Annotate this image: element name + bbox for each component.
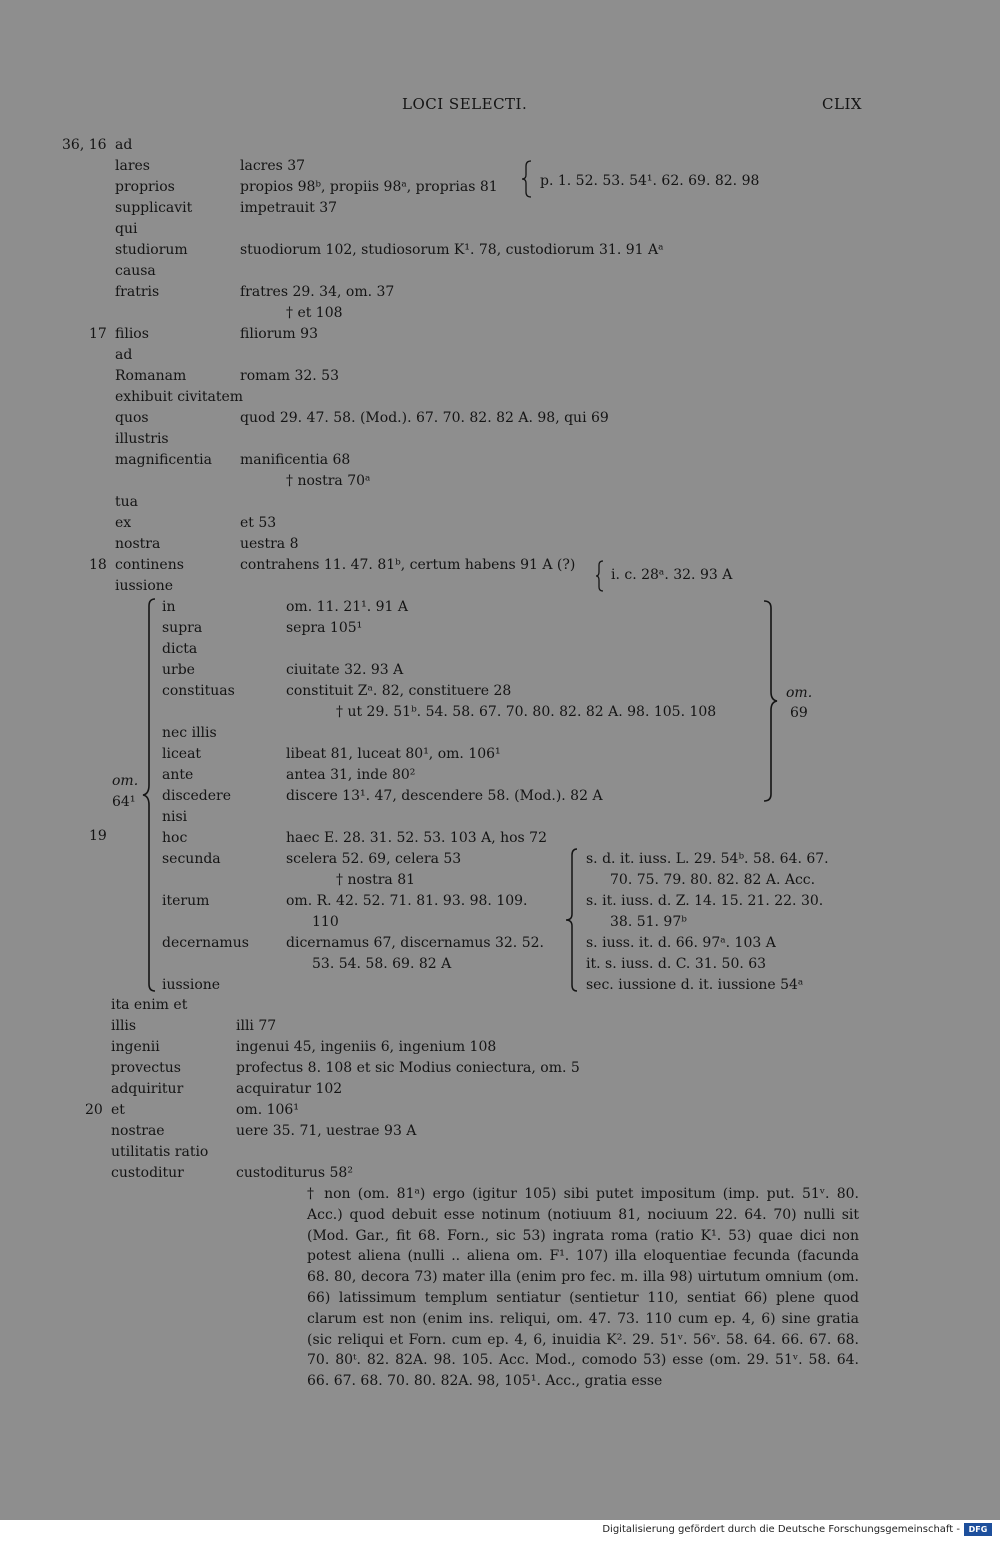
lemma: iussione — [115, 578, 174, 594]
variant: om. 11. 21¹. 91 A — [286, 599, 409, 615]
left-brace — [140, 598, 158, 992]
variant: quod 29. 47. 58. (Mod.). 67. 70. 82. 82 A. 98, qui 69 — [240, 410, 609, 426]
lemma: in — [162, 599, 176, 615]
order-note: s. iuss. it. d. 66. 97ᵃ. 103 A — [586, 935, 776, 951]
lemma: hoc — [162, 830, 188, 846]
lemma: discedere — [162, 788, 231, 804]
variant: stuodiorum 102, studiosorum K¹. 78, custodiorum 31. 91 Aᵃ — [240, 242, 664, 258]
lemma: nisi — [162, 809, 188, 825]
page-number: CLIX — [822, 95, 863, 113]
lemma: decernamus — [162, 935, 249, 951]
brace-contrahens — [594, 560, 606, 592]
side-note-left: om. — [112, 773, 139, 789]
variant: sepra 105¹ — [286, 620, 363, 636]
variant: illi 77 — [236, 1018, 277, 1034]
variant: om. R. 42. 52. 71. 81. 93. 98. 109. — [286, 893, 528, 909]
lemma: liceat — [162, 746, 202, 762]
variant: † nostra 81 — [336, 872, 416, 888]
lemma: Romanam — [115, 368, 187, 384]
lemma: filios — [115, 326, 149, 342]
variant: haec E. 28. 31. 52. 53. 103 A, hos 72 — [286, 830, 547, 846]
line-number: 19 — [89, 828, 107, 844]
variant: antea 31, inde 80² — [286, 767, 416, 783]
inner-brace — [564, 848, 580, 992]
lemma: ita enim et — [111, 997, 188, 1013]
variant: acquiratur 102 — [236, 1081, 343, 1097]
brace-note: p. 1. 52. 53. 54¹. 62. 69. 82. 98 — [540, 173, 760, 189]
brace-note: i. c. 28ᵃ. 32. 93 A — [611, 567, 733, 583]
right-bracket — [762, 600, 780, 802]
line-number: 18 — [89, 557, 107, 573]
footer-bar — [0, 1520, 1000, 1541]
lemma: ante — [162, 767, 194, 783]
variant: scelera 52. 69, celera 53 — [286, 851, 462, 867]
variant: ciuitate 32. 93 A — [286, 662, 404, 678]
variant: † nostra 70ᵃ — [286, 473, 371, 489]
variant: constituit Zᵃ. 82, constituere 28 — [286, 683, 512, 699]
variant: † et 108 — [286, 305, 343, 321]
variant: libeat 81, luceat 80¹, om. 106¹ — [286, 746, 501, 762]
variant: ingenui 45, ingeniis 6, ingenium 108 — [236, 1039, 497, 1055]
lemma: magnificentia — [115, 452, 213, 468]
lemma: qui — [115, 221, 138, 237]
lemma: quos — [115, 410, 149, 426]
variant: impetrauit 37 — [240, 200, 338, 216]
line-number: 20 — [85, 1102, 103, 1118]
lemma: causa — [115, 263, 156, 279]
variant-paragraph: † non (om. 81ᵃ) ergo (igitur 105) sibi putet impositum (imp. put. 51ᵛ. 80. Acc.) quod debuit esse notinum (notiuum 81, nociuum 22. 64. 70) nulli sit (Mod. Gar., fit 68. Forn., sic 53) ingrata roma (ratio K¹. 53) quae dici non potest aliena (nulli .. aliena om. F¹. 107) illa eloquentiae fecunda (facunda 68. 80, decora 73) mater illa (enim pro fec. m. illa 98) uirtutum omnium (om. 66) latissimum templum sentiatur (sentietur 110, sentiat 66) plene quod clarum est non (enim ins. reliqui, om. 47. 73. 110 cum ep. 4, 6) sine gratia (sic reliqui et Forn. cum ep. 4, 6, inuidia K². 29. 51ᵛ. 56ᵛ. 58. 64. 66. 67. 68. 70. 80ᵗ. 82. 82A. 98. 105. Acc. Mod., comodo 53) esse (om. 29. 51ᵛ. 58. 64. 66. 67. 68. 70. 80. 82A. 98, 105¹. Acc., gratia esse — [307, 1186, 859, 1390]
order-note: s. it. iuss. d. Z. 14. 15. 21. 22. 30. — [586, 893, 824, 909]
lemma: nec illis — [162, 725, 217, 741]
lemma: constituas — [162, 683, 235, 699]
variant: custoditurus 58² — [236, 1165, 353, 1181]
order-note: s. d. it. iuss. L. 29. 54ᵇ. 58. 64. 67. — [586, 851, 829, 867]
order-note: 38. 51. 97ᵇ — [610, 914, 687, 930]
lemma: ad — [115, 347, 133, 363]
lemma: provectus — [111, 1060, 181, 1076]
lemma: continens — [115, 557, 184, 573]
variant: filiorum 93 — [240, 326, 318, 342]
lemma: supplicavit — [115, 200, 193, 216]
lemma: proprios — [115, 179, 175, 195]
lemma: studiorum — [115, 242, 188, 258]
lemma: lares — [115, 158, 150, 174]
variant: fratres 29. 34, om. 37 — [240, 284, 395, 300]
variant: uestra 8 — [240, 536, 299, 552]
line-number: 17 — [89, 326, 107, 342]
order-note: 70. 75. 79. 80. 82. 82 A. Acc. — [610, 872, 816, 888]
variant: propios 98ᵇ, propiis 98ᵃ, proprias 81 — [240, 179, 498, 195]
order-note: it. s. iuss. d. C. 31. 50. 63 — [586, 956, 767, 972]
lemma: urbe — [162, 662, 195, 678]
variant: 110 — [312, 914, 339, 930]
lemma: supra — [162, 620, 203, 636]
variant: lacres 37 — [240, 158, 306, 174]
lemma: ex — [115, 515, 132, 531]
lemma: tua — [115, 494, 138, 510]
order-note: sec. iussione d. it. iussione 54ᵃ — [586, 977, 804, 993]
variant: uere 35. 71, uestrae 93 A — [236, 1123, 417, 1139]
lemma: et — [111, 1102, 125, 1118]
variant: romam 32. 53 — [240, 368, 339, 384]
lemma: illustris — [115, 431, 169, 447]
variant: manificentia 68 — [240, 452, 351, 468]
lemma: iterum — [162, 893, 210, 909]
side-note-right: 69 — [790, 705, 808, 721]
variant: om. 106¹ — [236, 1102, 299, 1118]
lemma: nostrae — [111, 1123, 165, 1139]
footer-credit: Digitalisierung gefördert durch die Deutsche Forschungsgemeinschaft - — [602, 1524, 960, 1535]
side-note-right: om. — [786, 685, 813, 701]
variant: † ut 29. 51ᵇ. 54. 58. 67. 70. 80. 82. 82 A. 98. 105. 108 — [336, 704, 717, 720]
lemma: dicta — [162, 641, 198, 657]
running-title: LOCI SELECTI. — [402, 95, 528, 113]
lemma: exhibuit civitatem — [115, 389, 244, 405]
lemma: secunda — [162, 851, 221, 867]
side-note-left: 64¹ — [112, 794, 136, 810]
variant: discere 13¹. 47, descendere 58. (Mod.). 82 A — [286, 788, 603, 804]
variant: 53. 54. 58. 69. 82 A — [312, 956, 452, 972]
lemma: iussione — [162, 977, 221, 993]
dfg-logo: DFG — [964, 1523, 992, 1536]
lemma: illis — [111, 1018, 137, 1034]
variant: dicernamus 67, discernamus 32. 52. — [286, 935, 544, 951]
lemma: fratris — [115, 284, 160, 300]
lemma: ad — [115, 137, 133, 153]
lemma: utilitatis ratio — [111, 1144, 209, 1160]
brace-propios — [520, 160, 534, 198]
lemma: adquiritur — [111, 1081, 184, 1097]
lemma: nostra — [115, 536, 161, 552]
variant: et 53 — [240, 515, 277, 531]
variant: contrahens 11. 47. 81ᵇ, certum habens 91 A (?) — [240, 557, 576, 573]
variant: profectus 8. 108 et sic Modius coniectura, om. 5 — [236, 1060, 580, 1076]
lemma: custoditur — [111, 1165, 184, 1181]
lemma: ingenii — [111, 1039, 160, 1055]
line-number: 36, 16 — [62, 137, 107, 153]
